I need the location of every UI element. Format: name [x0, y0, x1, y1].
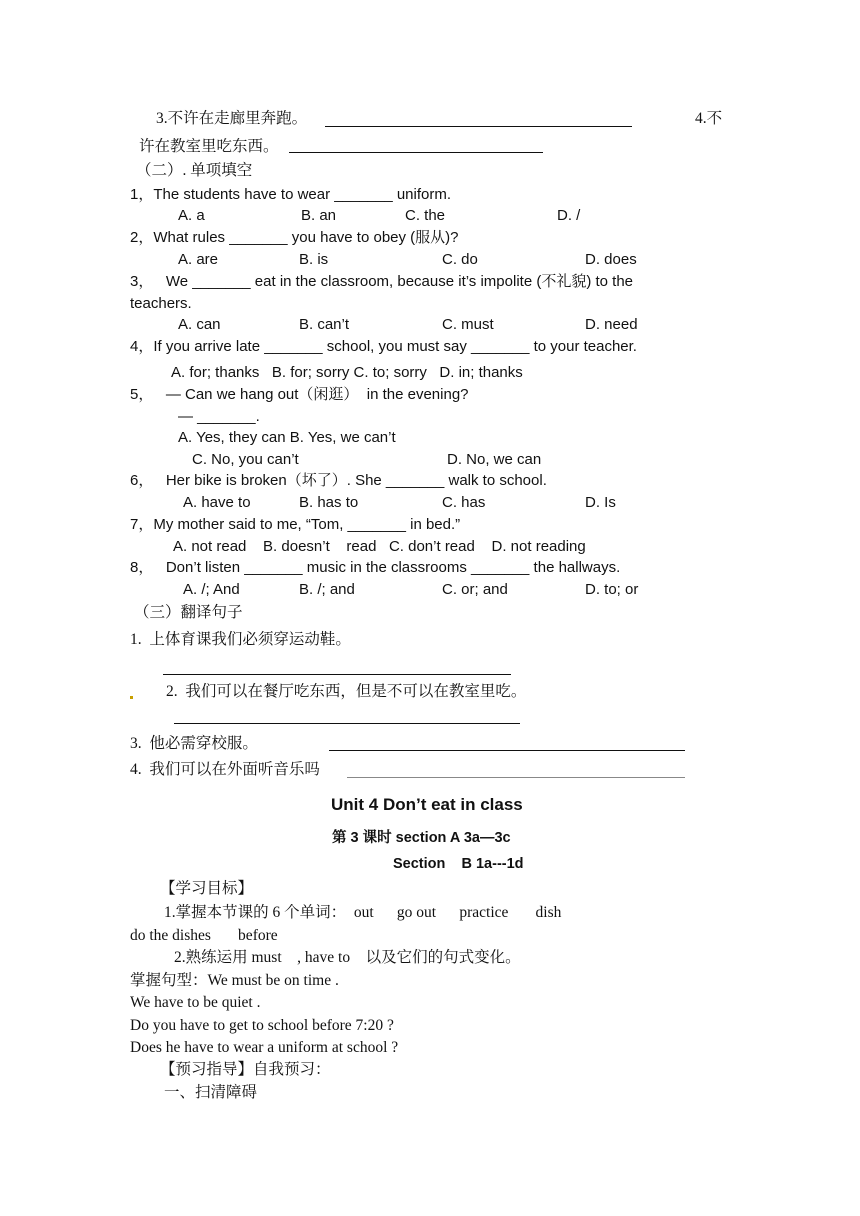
- patterns-label: 掌握句型：We must be on time .: [130, 972, 339, 989]
- q4-text-start: 4.不: [695, 110, 723, 127]
- translate-4-answer-line: [347, 777, 685, 778]
- lesson-title: 第 3 课时 section A 3a—3c: [332, 830, 511, 846]
- mc-q1-option-a: A. a: [178, 207, 205, 224]
- mc-q8-stem: 8， Don’t listen _______ music in the classrooms _______ the hallways.: [130, 559, 621, 576]
- q4-answer-line: [289, 152, 543, 153]
- mc-q6-option-a: A. have to: [183, 494, 251, 511]
- mc-q6-option-c: C. has: [442, 494, 486, 511]
- mc-q3-option-d: D. need: [585, 316, 638, 333]
- preview-subheading: 一、扫清障碍: [164, 1084, 258, 1101]
- mc-q1-option-d: D. /: [557, 207, 581, 224]
- mc-q3-stem-cont: teachers.: [130, 295, 192, 312]
- mc-q7-options: A. not read B. doesn’t read C. don’t read D. not reading: [173, 538, 586, 555]
- mc-q1-stem: 1，The students have to wear _______ uniform.: [130, 186, 452, 203]
- mc-q4-options: A. for; thanks B. for; sorry C. to; sorry D. in; thanks: [171, 364, 523, 381]
- unit-title: Unit 4 Don’t eat in class: [331, 795, 523, 814]
- translate-3-answer-line: [329, 750, 685, 751]
- translate-2-answer-line: [174, 723, 520, 724]
- mc-q5-option-d: D. No, we can: [447, 451, 542, 468]
- mc-q2-option-d: D. does: [585, 251, 637, 268]
- mc-q2-option-c: C. do: [442, 251, 478, 268]
- translate-item-3: 3. 他必需穿校服。: [130, 735, 258, 752]
- mc-q8-option-b: B. /; and: [299, 581, 355, 598]
- mc-q3-option-b: B. can’t: [299, 316, 350, 333]
- pattern-3: Does he have to wear a uniform at school ?: [130, 1039, 399, 1056]
- goals-heading: 【学习目标】: [160, 880, 254, 897]
- mc-q1-option-b: B. an: [301, 207, 337, 224]
- mc-q6-option-d: D. Is: [585, 494, 616, 511]
- translate-item-1: 1. 上体育课我们必须穿运动鞋。: [130, 631, 351, 648]
- translate-item-4: 4. 我们可以在外面听音乐吗: [130, 761, 320, 778]
- mc-q8-option-a: A. /; And: [183, 581, 240, 598]
- q3-answer-line: [325, 126, 632, 127]
- mc-q8-option-c: C. or; and: [442, 581, 508, 598]
- mc-q8-option-d: D. to; or: [585, 581, 639, 598]
- mc-q3-stem: 3， We _______ eat in the classroom, because it’s impolite (不礼貌) to the: [130, 273, 634, 290]
- mc-q5-options-ab: A. Yes, they can B. Yes, we can’t: [178, 429, 396, 446]
- mc-q7-stem: 7，My mother said to me, “Tom, _______ in bed.”: [130, 516, 461, 533]
- mc-q5-stem: 5， — Can we hang out（闲逛） in the evening?: [130, 386, 469, 403]
- mc-q2-stem: 2，What rules _______ you have to obey (服从)?: [130, 229, 459, 246]
- part3-heading: （三）翻译句子: [134, 604, 243, 621]
- goals-line-1: 1.掌握本节课的 6 个单词： out go out practice dish: [164, 904, 562, 921]
- mc-q3-option-a: A. can: [178, 316, 221, 333]
- q3-text: 3.不许在走廊里奔跑。: [156, 110, 308, 127]
- goals-line-2: 2.熟练运用 must , have to 以及它们的句式变化。: [174, 949, 521, 966]
- mc-q3-option-c: C. must: [442, 316, 494, 333]
- preview-heading: 【预习指导】自我预习：: [160, 1061, 331, 1078]
- translate-item-2: 2. 我们可以在餐厅吃东西，但是不可以在教室里吃。: [166, 683, 527, 700]
- part2-heading: （二）. 单项填空: [136, 162, 253, 179]
- pattern-2: Do you have to get to school before 7:20 ?: [130, 1017, 394, 1034]
- mc-q5-stem-cont: — _______.: [178, 408, 260, 425]
- mc-q4-stem: 4，If you arrive late _______ school, you must say _______ to your teacher.: [130, 338, 637, 355]
- pattern-1: We have to be quiet .: [130, 994, 261, 1011]
- mc-q5-option-c: C. No, you can’t: [192, 451, 299, 468]
- mc-q2-option-a: A. are: [178, 251, 219, 268]
- mc-q6-option-b: B. has to: [299, 494, 359, 511]
- goals-line-1-cont: do the dishes before: [130, 927, 278, 944]
- section-title: Section B 1a---1d: [393, 856, 524, 872]
- mc-q1-option-c: C. the: [405, 207, 446, 224]
- mc-q6-stem: 6， Her bike is broken（坏了）. She _______ walk to school.: [130, 472, 547, 489]
- q4-text-end: 许在教室里吃东西。: [139, 138, 279, 155]
- small-dot-mark: [130, 696, 133, 699]
- mc-q2-option-b: B. is: [299, 251, 329, 268]
- translate-1-answer-line: [163, 674, 511, 675]
